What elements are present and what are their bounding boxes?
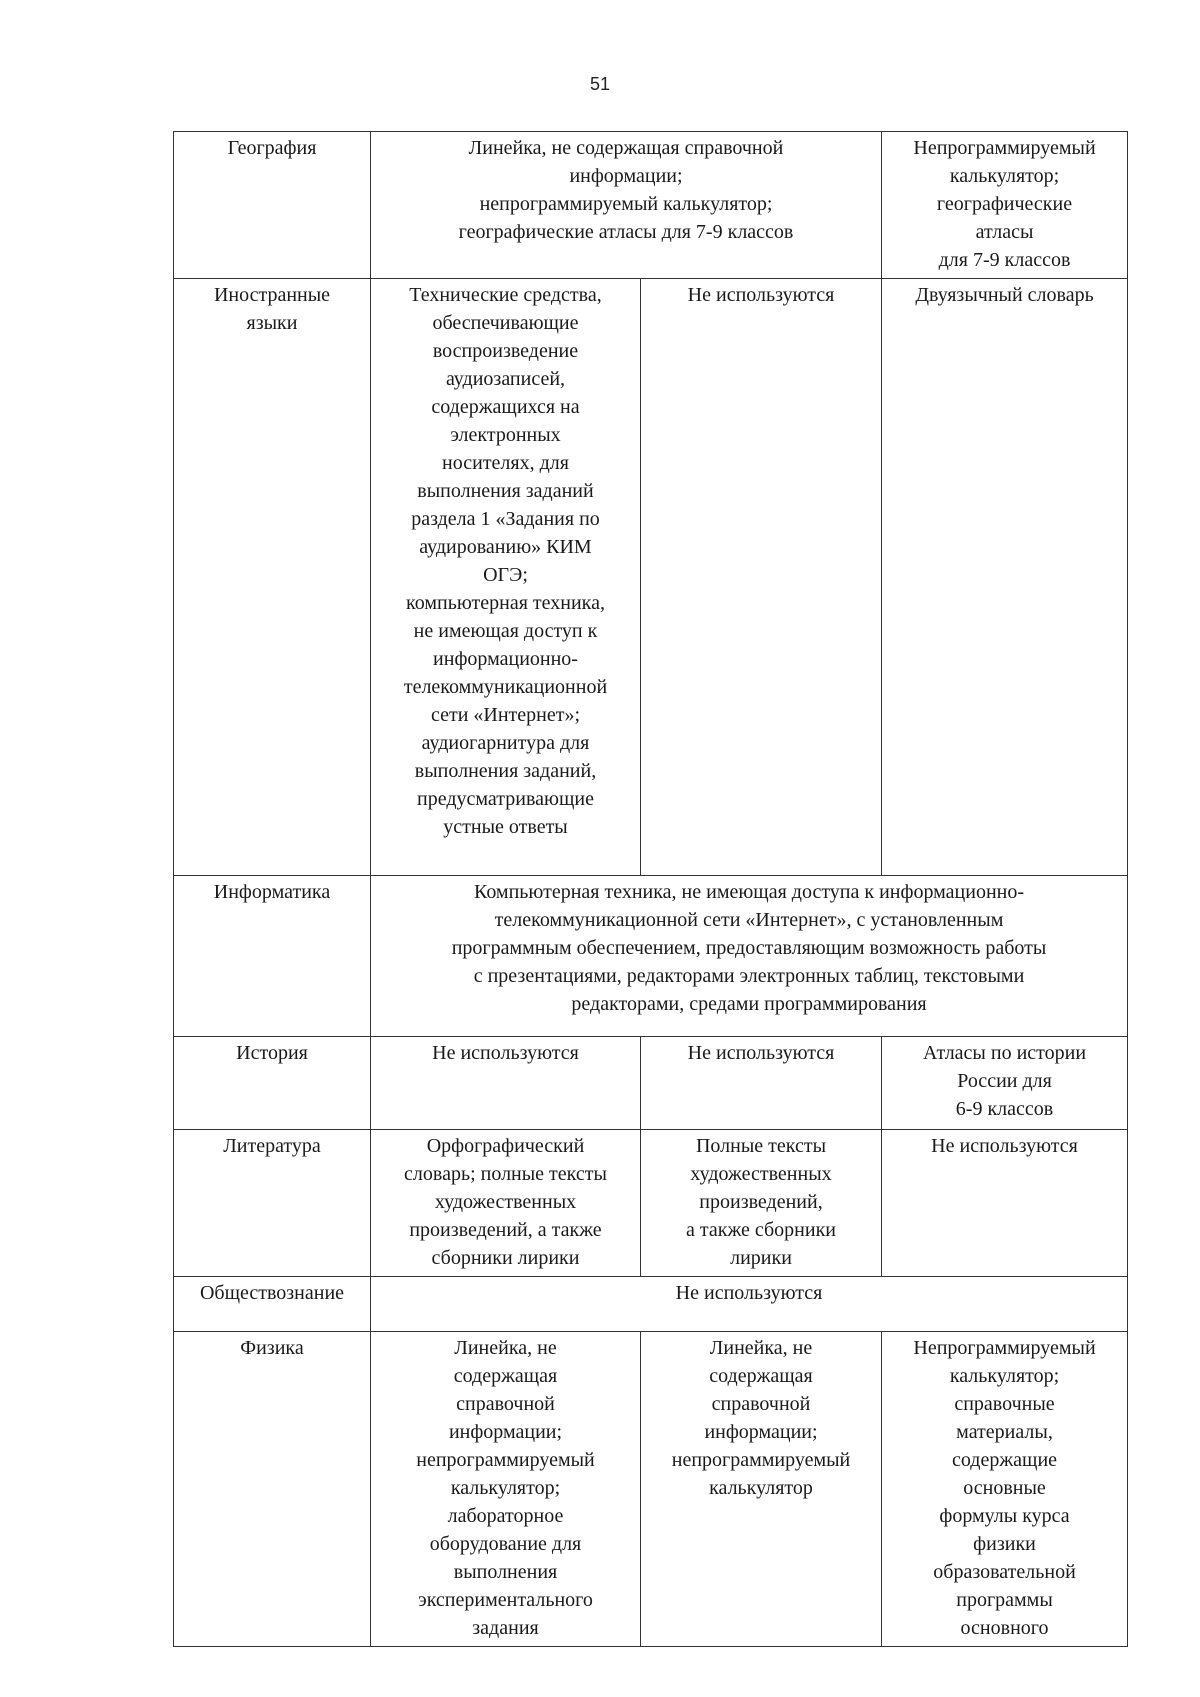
- table-cell: Атласы по истории России для 6-9 классов: [882, 1037, 1128, 1130]
- subject-cell: Физика: [174, 1332, 371, 1647]
- table-cell: Не используются: [641, 279, 882, 876]
- table-row-physics: [174, 1332, 1128, 1647]
- subject-cell: История: [174, 1037, 371, 1130]
- merged-cell: Компьютерная техника, не имеющая доступа к информационно- телекоммуникационной сети «Интернет», с установленным программным обеспечением, предоставляющим возможность работы с презентациями, редакторами электронных таблиц, текстовыми редакторами, средами программирования: [371, 876, 1128, 1037]
- table-cell: Не используются: [882, 1130, 1128, 1277]
- subject-cell: Обществознание: [174, 1277, 371, 1332]
- merged-cell: Не используются: [371, 1277, 1128, 1332]
- subject-cell: Информатика: [174, 876, 371, 1037]
- table-row-social-studies: [174, 1277, 1128, 1332]
- subject-cell: Иностранные языки: [174, 279, 371, 876]
- table-row-foreign-languages: [174, 279, 1128, 876]
- table-row-geography: [174, 132, 1128, 279]
- merged-cell: Линейка, не содержащая справочной информации; непрограммируемый калькулятор; географические атласы для 7-9 классов: [371, 132, 882, 279]
- table-cell: Линейка, не содержащая справочной информации; непрограммируемый калькулятор; лабораторное оборудование для выполнения экспериментального задания: [371, 1332, 641, 1647]
- table-cell: Непрограммируемый калькулятор; географические атласы для 7-9 классов: [882, 132, 1128, 279]
- subject-cell: География: [174, 132, 371, 279]
- table-cell: Орфографический словарь; полные тексты художественных произведений, а также сборники лирики: [371, 1130, 641, 1277]
- subject-cell: Литература: [174, 1130, 371, 1277]
- table-cell: Полные тексты художественных произведений, а также сборники лирики: [641, 1130, 882, 1277]
- page-number: 51: [589, 74, 611, 94]
- table-row-literature: [174, 1130, 1128, 1277]
- table-cell: Двуязычный словарь: [882, 279, 1128, 876]
- table-row-informatics: [174, 876, 1128, 1037]
- table-row-history: [174, 1037, 1128, 1130]
- table-cell: Не используются: [371, 1037, 641, 1130]
- table-cell: Технические средства, обеспечивающие воспроизведение аудиозаписей, содержащихся на электронных носителях, для выполнения заданий раздела 1 «Задания по аудированию» КИМ ОГЭ; компьютерная техника, не имеющая доступ к информационно- телекоммуникационной сети «Интернет»; аудиогарнитура для выполнения заданий, предусматривающие устные ответы: [371, 279, 641, 876]
- table-cell: Не используются: [641, 1037, 882, 1130]
- table-cell: Непрограммируемый калькулятор; справочные материалы, содержащие основные формулы курса физики образовательной программы основного: [882, 1332, 1128, 1647]
- subjects-table: [173, 131, 1128, 1647]
- table-cell: Линейка, не содержащая справочной информации; непрограммируемый калькулятор: [641, 1332, 882, 1647]
